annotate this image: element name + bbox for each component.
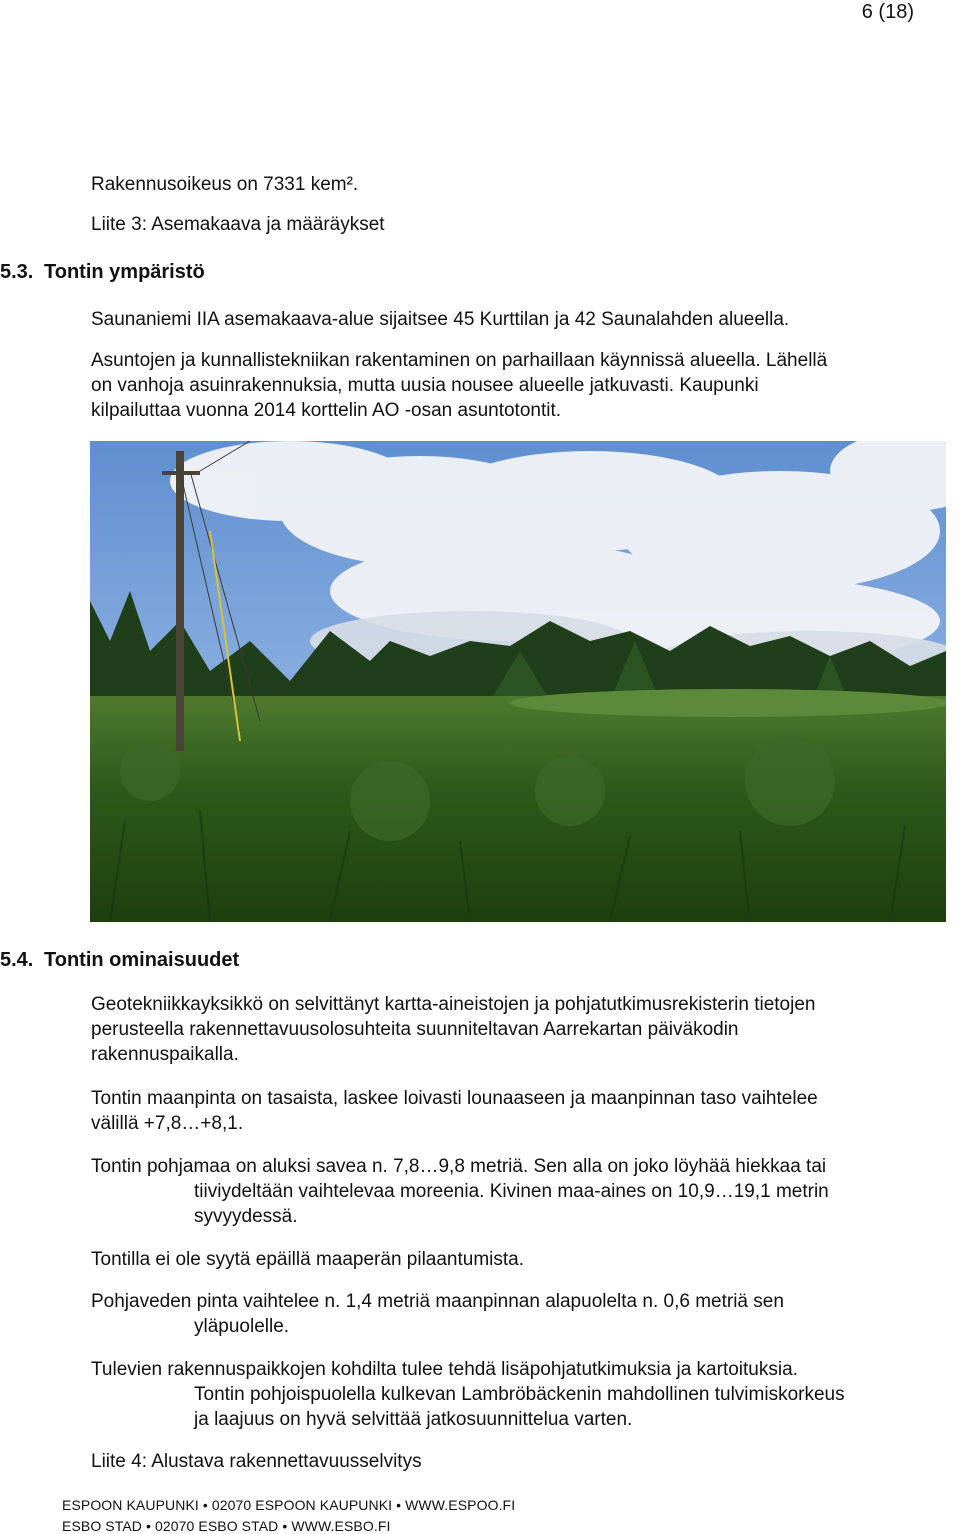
- paragraph-line: Tontin pohjamaa on aluksi savea n. 7,8…9,8 metriä. Sen alla on joko löyhää hiekkaa tai: [91, 1156, 827, 1177]
- paragraph-line: Tontin pohjoispuolella kulkevan Lambröbäckenin mahdollinen tulvimiskorkeus: [194, 1384, 845, 1405]
- paragraph-line: Tontin maanpinta on tasaista, laskee loivasti lounaaseen ja maanpinnan taso vaihtelee: [91, 1088, 818, 1109]
- paragraph-line: yläpuolelle.: [194, 1316, 290, 1337]
- paragraph: Saunaniemi IIA asemakaava-alue sijaitsee 45 Kurttilan ja 42 Saunalahden alueella.: [91, 309, 790, 330]
- footer-line-swedish: ESBO STAD • 02070 ESBO STAD • WWW.ESBO.FI: [62, 1518, 391, 1534]
- section-number: 5.4.: [0, 949, 34, 971]
- paragraph: Tontilla ei ole syytä epäillä maaperän pilaantumista.: [91, 1249, 525, 1270]
- attachment-4-text: Liite 4: Alustava rakennettavuusselvitys: [91, 1451, 422, 1472]
- meadow-photo-illustration: [90, 441, 946, 922]
- paragraph-line: tiiviydeltään vaihtelevaa moreenia. Kivinen maa-aines on 10,9…19,1 metrin: [194, 1181, 829, 1202]
- paragraph-line: ja laajuus on hyvä selvittää jatkosuunnittelua varten.: [194, 1409, 633, 1430]
- page-number: 6 (18): [861, 1, 914, 23]
- paragraph-line: Pohjaveden pinta vaihtelee n. 1,4 metriä maanpinnan alapuolelta n. 0,6 metriä sen: [91, 1291, 784, 1312]
- paragraph-line: rakennuspaikalla.: [91, 1044, 239, 1065]
- attachment-3-text: Liite 3: Asemakaava ja määräykset: [91, 214, 385, 235]
- paragraph-line: syvyydessä.: [194, 1206, 298, 1227]
- site-photo: [90, 441, 946, 922]
- section-5-4-heading: [0, 948, 239, 973]
- paragraph-line: kilpailuttaa vuonna 2014 korttelin AO -osan asuntotontit.: [91, 400, 562, 421]
- section-5-3-heading: [0, 260, 205, 285]
- paragraph-line: Geotekniikkayksikkö on selvittänyt kartta-aineistojen ja pohjatutkimusrekisterin tietojen: [91, 994, 816, 1015]
- paragraph-line: Tulevien rakennuspaikkojen kohdilta tulee tehdä lisäpohjatutkimuksia ja kartoituksia.: [91, 1359, 798, 1380]
- footer-line-finnish: ESPOON KAUPUNKI • 02070 ESPOON KAUPUNKI • WWW.ESPOO.FI: [62, 1497, 516, 1513]
- paragraph-line: perusteella rakennettavuusolosuhteita suunniteltavan Aarrekartan päiväkodin: [91, 1019, 739, 1040]
- section-number: 5.3.: [0, 261, 34, 283]
- building-rights-text: Rakennusoikeus on 7331 kem².: [91, 174, 359, 195]
- section-title: Tontin ympäristö: [44, 261, 205, 283]
- paragraph-line: Asuntojen ja kunnallistekniikan rakentaminen on parhaillaan käynnissä alueella. Lähellä: [91, 350, 828, 371]
- paragraph-line: välillä +7,8…+8,1.: [91, 1113, 244, 1134]
- section-title: Tontin ominaisuudet: [44, 949, 240, 971]
- paragraph-line: on vanhoja asuinrakennuksia, mutta uusia nousee alueelle jatkuvasti. Kaupunki: [91, 375, 759, 396]
